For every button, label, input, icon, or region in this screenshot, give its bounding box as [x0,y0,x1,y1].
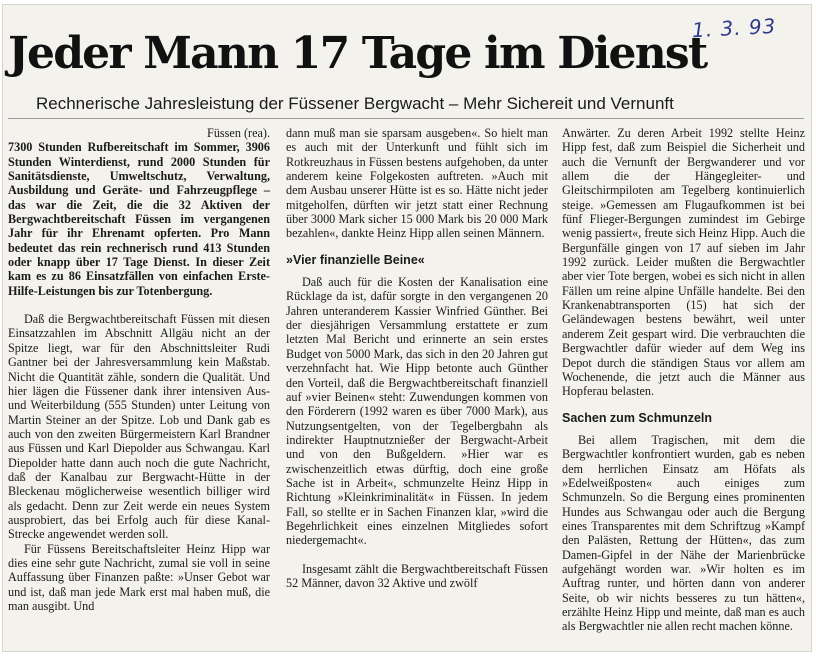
body-paragraph: Für Füssens Bereitschaftsleiter Heinz Hipp war dies eine sehr gute Nachricht, zumal sie voll in seine Auffassung über Finanzen paßte: »Unser Gebot war und ist, daß man jede Mark erst mal haben muß, die man ausgibt. Und [8,541,270,613]
handwritten-date: 1. 3. 93 [691,13,777,43]
body-paragraph: Daß die Bergwachtbereitschaft Füssen mit diesen Einsatzzahlen im Abschnitt Allgäu nicht an der Spitze liegt, war für den Abschnittsleiter Rudi Gantner bei der Jahresversammlung kein Maßstab. Nicht die Quantität zähle, sondern die Qualität. Und hier lägen die Füssener dank ihrer intensiven Aus- und Weiterbildung (555 Stunden) unter Leitung von Martin Steiner an der Spitze. Lob und Dank gab es auch von den zweiten Bürgermeistern Karl Brandner aus Füssen und Karl Diepolder aus Schwangau. Karl Diepolder hatte dann auch noch die gute Nachricht, daß der Kanalbau zur Bergwacht-Hütte in der Bleckenau möglicherweise wesentlich billiger wird als gedacht. Denn zur Zeit werde ein neues System ausprobiert, das bei Erfolg auch für diese Kanal-Strecke angewendet werden soll. [8,312,270,542]
subheadline: Rechnerische Jahresleistung der Füssener Bergwacht – Mehr Sichereit und Vernunft [36,94,674,113]
section-heading: Sachen zum Schmunzeln [562,410,713,425]
column-1 [8,126,270,613]
body-paragraph: Bei allem Tragischen, mit dem die Bergwachtler konfrontiert wurden, gab es neben dem herrlichen Einsatz am Höfats als »Edelweißposten« auch einiges zum Schmunzeln. So die Bergung eines prominenten Hundes aus Schwangau oder auch die Bergung eines Transparentes mit dem Schriftzug »Kampf den Palästen, Rettung der Hütten«, das zum Damen-Gipfel in der Nähe der Marienbrücke aufgehängt worden war. »Wir holten es im Auftrag runter, und hörten dann von anderer Seite, ob wir nichts besseres zu tun hätten«, erzählte Heinz Hipp und meinte, daß man es auch als Bergwachtler nie allen recht machen könne. [562,432,805,634]
body-paragraph: Daß auch für die Kosten der Kanalisation eine Rücklage da ist, dafür sorgte in den vergangenen 20 Jahren unteranderem Kassier Winfried Günther. Bei der diesjährigen Versammlung erstattete er zum letzten Mal Bericht und erinnerte an sein erstes Budget von 5000 Mark, das sich in den 20 Jahren gut verzehnfacht hat. Wie Hipp betonte auch Günther den Vorteil, daß die Bergwachtbereitschaft finanziell auf »vier Beinen« steht: Zuwendungen kommen von den Förderern (1992 waren es über 7000 Mark), aus Nutzungsentgelten, von der Tegelbergbahn als indirekter Hauptnutznießer der Bergwacht-Arbeit und von den Bußgeldern. »Hier war es zwischenzeitlich etwas dürftig, doch eine große Sache ist in Arbeit«, schmunzelte Heinz Hipp in Richtung »Kleinkriminalität« in Füssen. In jedem Fall, so stellte er in Sachen Finanzen klar, »wird die Begehrlichkeit eines einzelnen Mitgliedes sofort niedergemacht«. [286,275,548,548]
body-paragraph: dann muß man sie sparsam ausgeben«. So hielt man es auch mit der Unterkunft und fühlt sich im Rotkreuzhaus in Füssen bestens aufgehoben, da unter anderem keine Folgekosten auftreten. »Auch mit dem Ausbau unserer Hütte ist es so. Hätte nicht jeder mitgeholfen, dürften wir jetzt statt einer Rechnung über 3000 Mark sicher 15 000 Mark bis 20 000 Mark bezahlen«, dankte Heinz Hipp allen seinen Männern. [286,126,548,241]
section-heading: »Vier finanzielle Beine« [286,252,425,267]
divider [8,118,804,119]
column-2 [286,126,548,590]
body-paragraph: Insgesamt zählt die Bergwachtbereitschaft Füssen 52 Männer, davon 32 Aktive und zwölf [286,561,548,590]
dateline: Füssen (rea). [207,126,270,140]
column-3 [562,126,805,634]
headline: Jeder Mann 17 Tage im Dienst [8,28,707,79]
lead-paragraph: 7300 Stunden Rufbereitschaft im Sommer, 3906 Stunden Winterdienst, rund 2000 Stunden für Sanitätsdienste, Umweltschutz, Verwaltung, Ausbildung und Geräte- und Fahrzeugpflege – das war die Zeit, die die 32 Aktiven der Bergwachtbereitschaft Füssen im vergangenen Jahr für ihr Ehrenamt opferten. Pro Mann bedeutet das rein rechnerisch rund 413 Stunden oder knapp über 17 Tage Dienst. In dieser Zeit kam es zu 86 Einsatzfällen von einfachen Erste-Hilfe-Leistungen bis zur Totenbergung. [8,140,270,298]
body-paragraph: Anwärter. Zu deren Arbeit 1992 stellte Heinz Hipp fest, daß zum Beispiel die Sicherheit und auch die Vernunft der Bergwanderer und vor allem die der Hängegleiter- und Gleitschirmpiloten am Tegelberg kontinuierlich steige. »Gemessen am Flugaufkommen ist bei fünf Flieger-Bergungen zumindest im Gebirge wenig passiert«, freute sich Heinz Hipp. Auch die Bergunfälle gingen von 17 auf sieben im Jahr 1992 zurück. Leider mußten die Bergwachtler aber vier Tote bergen, wobei es sich nicht in allen Fällen um reine alpine Unfälle handelte. Bei den Krankenabtransporten (15) hat sich der Geländewagen bestens bewährt, weil unter anderem Zeit gespart wird. Die verbrauchten die Bergwachtler dafür wieder auf dem Weg ins Depot durch die ständigen Staus vor allem am Wochenende, die jetzt auch die Männer aus Hopferau belasten. [562,126,805,399]
